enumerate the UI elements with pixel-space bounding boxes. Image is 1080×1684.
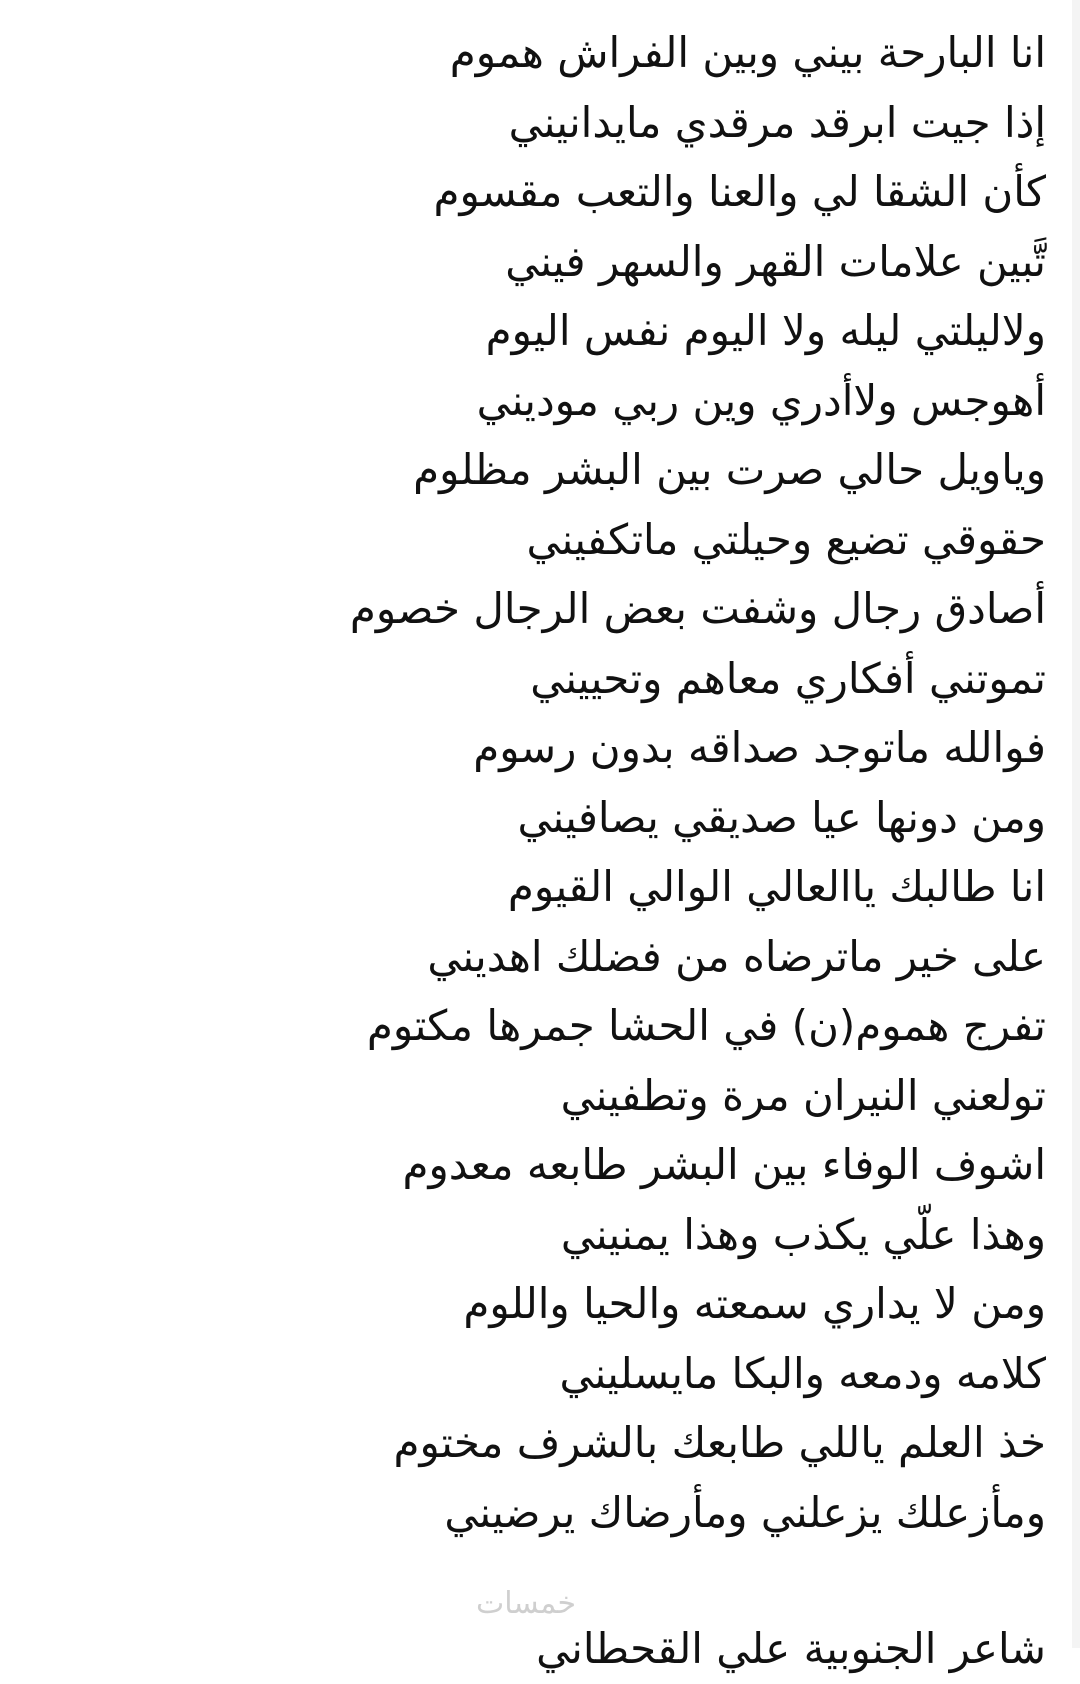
poem-line: وياويل حالي صرت بين البشر مظلوم: [413, 445, 1046, 494]
poem-line: حقوقي تضيع وحيلتي ماتكفيني: [526, 514, 1046, 564]
poet-signature: شاعر الجنوبية علي القحطاني: [536, 1624, 1046, 1673]
poem-line: ومن دونها عيا صديقي يصافيني: [517, 792, 1046, 842]
poem-line: انا البارحة بيني وبين الفراش هموم: [449, 28, 1046, 77]
poem-line: على خير ماترضاه من فضلك اهديني: [427, 931, 1046, 981]
poem-line: كأن الشقا لي والعنا والتعب مقسوم: [433, 167, 1046, 216]
poem-line: تموتني أفكاري معاهم وتحييني: [530, 653, 1046, 703]
poem-line: ومن لا يداري سمعته والحيا واللوم: [463, 1279, 1046, 1328]
poem-line: إذا جيت ابرقد مرقدي مايدانيني: [508, 97, 1046, 147]
poem-line: تولعني النيران مرة وتطفيني: [560, 1070, 1046, 1120]
poem-line: تفرج هموم(ن) في الحشا جمرها مكتوم: [366, 1001, 1046, 1050]
poem-line: اشوف الوفاء بين البشر طابعه معدوم: [402, 1140, 1046, 1189]
poem-line: تَّبين علامات القهر والسهر فيني: [505, 236, 1046, 286]
poem-text: [346, 18, 1046, 1547]
poem-line: انا طالبك ياالعالي الوالي القيوم: [507, 862, 1046, 911]
poem-line: خذ العلم ياللي طابعك بالشرف مختوم: [393, 1418, 1046, 1467]
page-edge: [1072, 0, 1080, 1648]
poem-line: ومأزعلك يزعلني ومأرضاك يرضيني: [444, 1487, 1046, 1537]
poem-line: كلامه ودمعه والبكا مايسليني: [559, 1348, 1046, 1398]
poem-line: وهذا علّي يكذب وهذا يمنيني: [560, 1209, 1046, 1259]
poem-line: أهوجس ولاأدري وين ربي موديني: [476, 375, 1046, 425]
poem-line: فوالله ماتوجد صداقه بدون رسوم: [473, 723, 1046, 772]
poem-line: ولاليلتي ليله ولا اليوم نفس اليوم: [485, 306, 1046, 355]
watermark: خمسات: [476, 1586, 577, 1621]
poem-line: أصادق رجال وشفت بعض الرجال خصوم: [349, 584, 1046, 633]
